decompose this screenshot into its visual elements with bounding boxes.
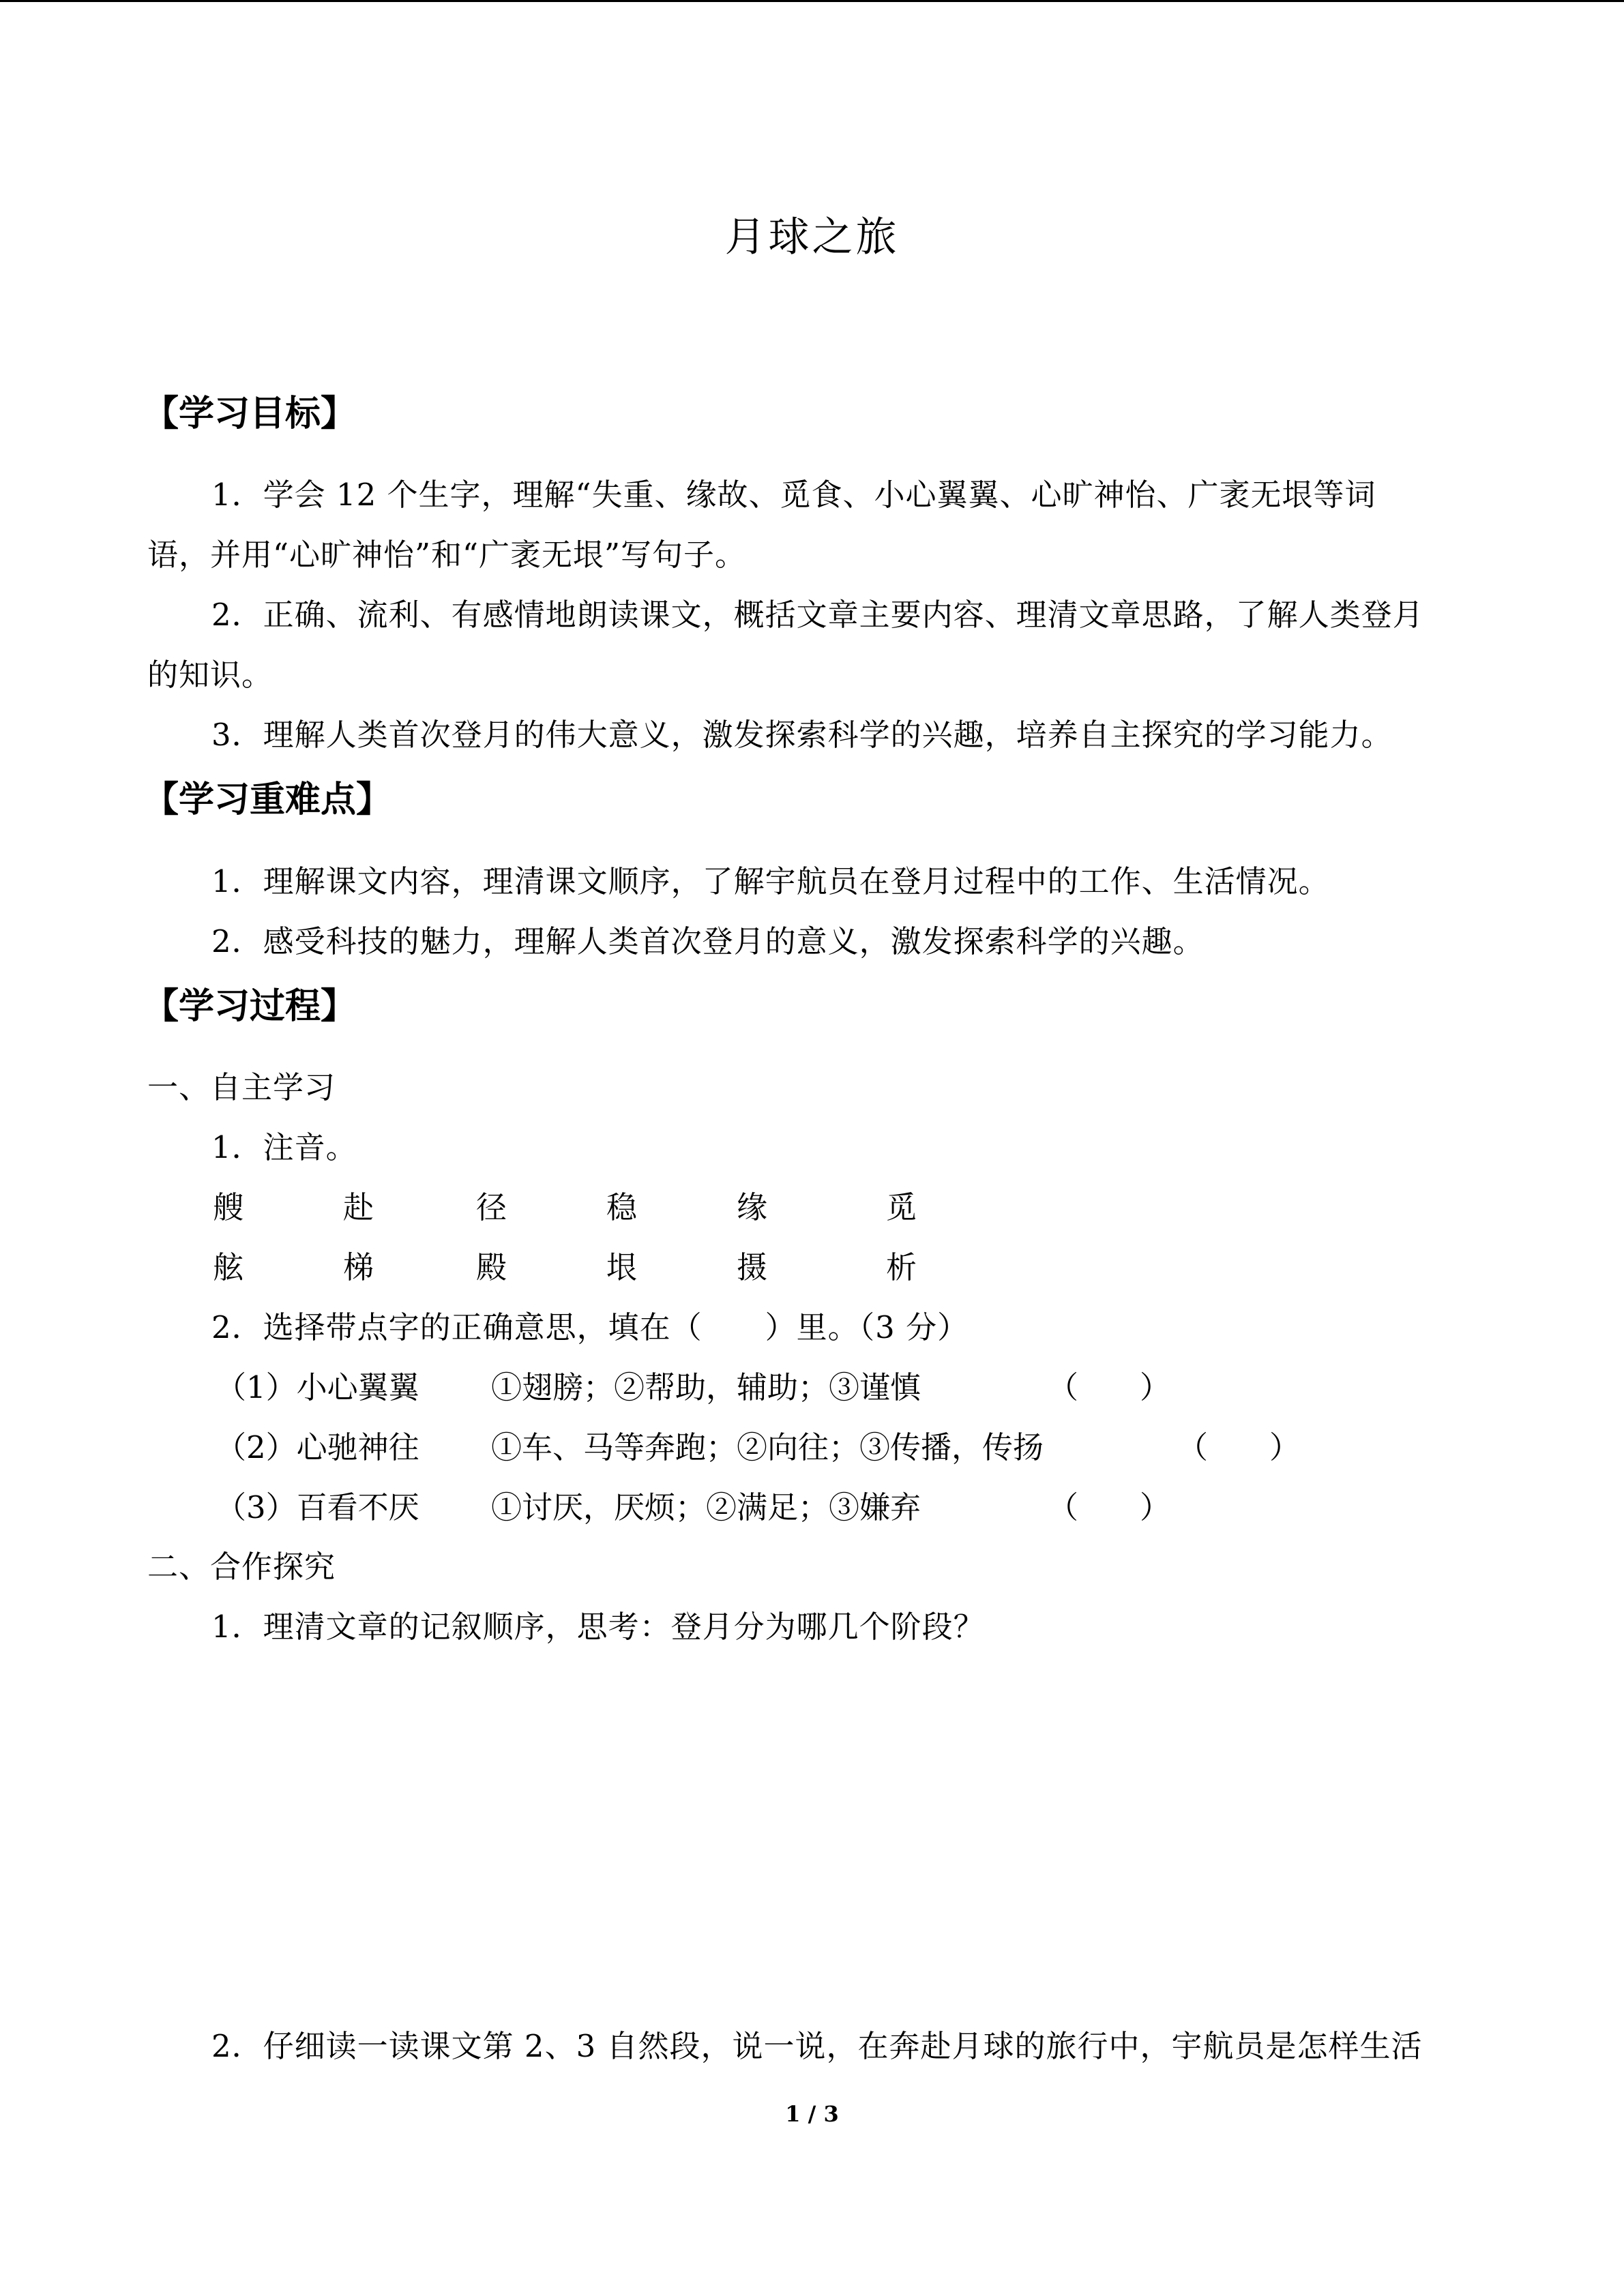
part-1-heading: 一、自主学习 [147, 1069, 336, 1105]
character-cell: 殿 [476, 1249, 507, 1285]
part-2-question-2: 2．仔细读一读课文第 2、3 自然段，说一说，在奔赴月球的旅行中，宇航员是怎样生活 [211, 2028, 1423, 2064]
character-cell: 摄 [737, 1249, 768, 1285]
objectives-heading: 【学习目标】 [143, 393, 357, 434]
character-cell: 赴 [343, 1189, 374, 1225]
page-title: 月球之旅 [724, 213, 900, 261]
key-points-heading: 【学习重难点】 [143, 779, 392, 820]
question-2-meanings: 2．选择带点字的正确意思，填在（ ）里。（3 分） [211, 1309, 969, 1345]
part-2-question-1: 1．理清文章的记叙顺序，思考：登月分为哪几个阶段？ [211, 1609, 985, 1645]
choice-options: ①讨厌，厌烦；②满足；③嫌弃 [491, 1489, 921, 1525]
character-cell: 艘 [213, 1189, 244, 1225]
objective-1-line-1: 1．学会 12 个生字，理解“失重、缘故、觅食、小心翼翼、心旷神怡、广袤无垠等词 [211, 477, 1376, 513]
character-cell: 垠 [606, 1249, 638, 1285]
character-cell: 稳 [606, 1189, 638, 1225]
answer-blank: （ ） [1177, 1429, 1301, 1465]
character-cell: 梯 [343, 1249, 374, 1285]
character-cell: 缘 [737, 1189, 768, 1225]
answer-blank: （ ） [1048, 1489, 1171, 1525]
answer-blank: （ ） [1048, 1369, 1171, 1405]
process-heading: 【学习过程】 [143, 986, 357, 1027]
choice-options: ①车、马等奔跑；②向往；③传播，传扬 [491, 1429, 1044, 1465]
choice-options: ①翅膀；②帮助，辅助；③谨慎 [491, 1369, 921, 1405]
choice-term: （1）小心翼翼 [216, 1369, 419, 1405]
page-number: 1 / 3 [785, 2101, 839, 2127]
part-2-heading: 二、合作探究 [147, 1549, 336, 1585]
objective-3: 3．理解人类首次登月的伟大意义，激发探索科学的兴趣，培养自主探究的学习能力。 [211, 717, 1393, 753]
key-point-1: 1．理解课文内容，理清课文顺序，了解宇航员在登月过程中的工作、生活情况。 [211, 863, 1330, 899]
objective-1-line-2: 语，并用“心旷神怡”和“广袤无垠”写句子。 [147, 537, 747, 573]
character-cell: 觅 [886, 1189, 917, 1225]
objective-2-line-1: 2．正确、流利、有感情地朗读课文，概括文章主要内容、理清文章思路，了解人类登月 [211, 597, 1424, 633]
choice-term: （3）百看不厌 [216, 1489, 419, 1525]
objective-2-line-2: 的知识。 [147, 657, 274, 693]
key-point-2: 2．感受科技的魅力，理解人类首次登月的意义，激发探索科学的兴趣。 [211, 923, 1205, 959]
character-cell: 径 [476, 1189, 507, 1225]
character-cell: 舷 [213, 1249, 244, 1285]
top-border-line [0, 0, 1624, 2]
choice-term: （2）心驰神往 [216, 1429, 419, 1465]
question-1-pinyin: 1．注音。 [211, 1129, 357, 1165]
character-cell: 析 [886, 1249, 917, 1285]
